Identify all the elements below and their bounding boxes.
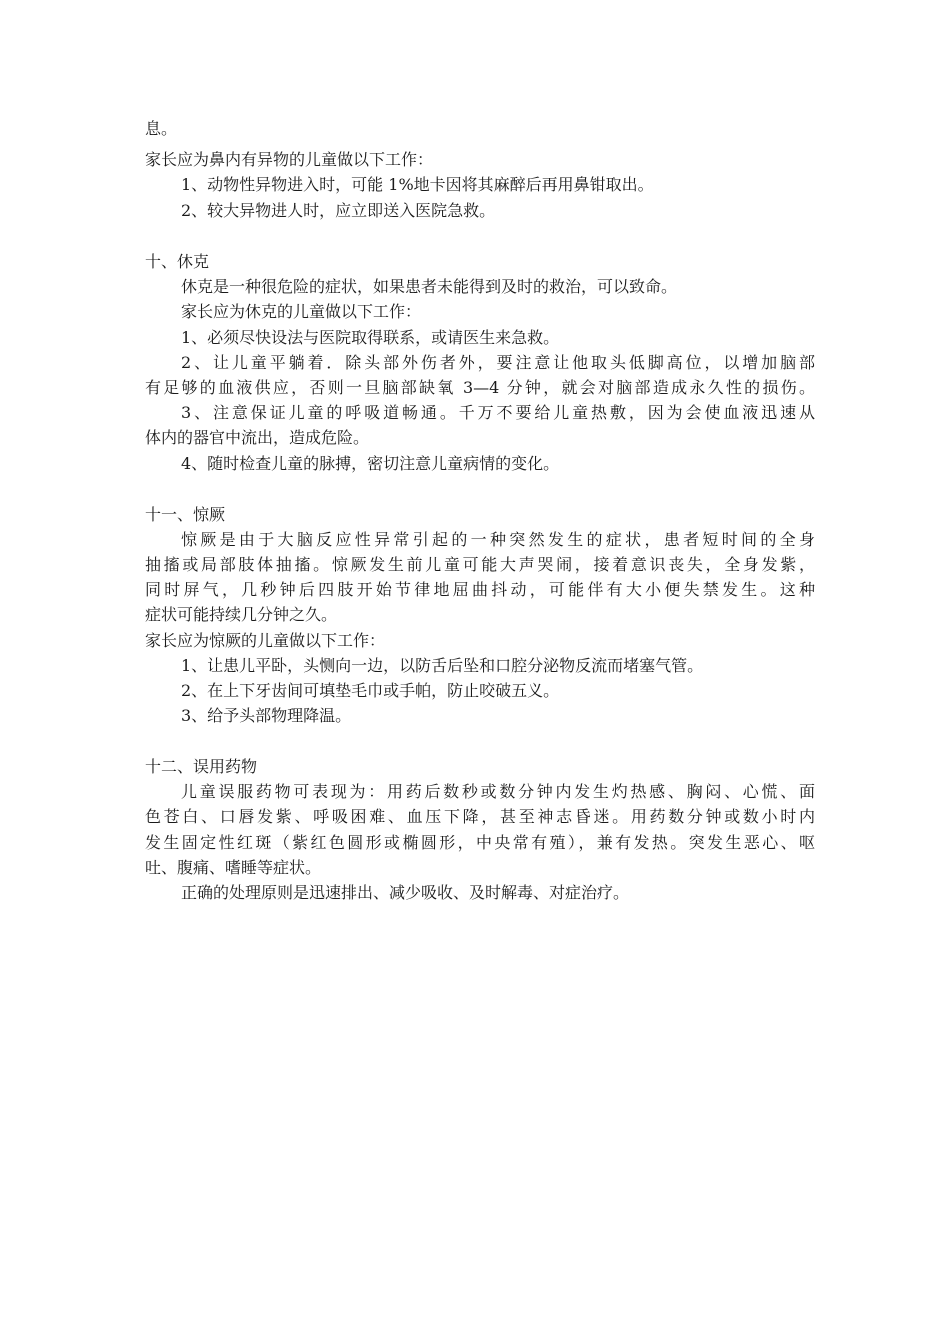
paragraph-line: 症状可能持续几分钟之久。 [145,605,338,624]
paragraph-line: 色苍白、口唇发紫、呼吸困难、血压下降，甚至神志昏迷。用药数分钟或数小时内 [145,807,815,826]
list-item: 1、动物性异物进入时，可能 1%地卡因将其麻醉后再用鼻钳取出。 [181,175,654,194]
section-heading: 十、休克 [145,252,210,271]
list-item: 1、必须尽快设法与医院取得联系，或请医生来急救。 [181,328,560,347]
paragraph-line: 抽搐或局部肢体抽搐。惊厥发生前儿童可能大声哭闹，接着意识丧失，全身发紫， [145,555,815,574]
paragraph-line: 惊厥是由于大脑反应性异常引起的一种突然发生的症状，患者短时间的全身 [181,530,815,549]
list-item: 3、注意保证儿童的呼吸道畅通。千万不要给儿童热敷，因为会使血液迅速从 [181,403,815,422]
text-line: 息。 [145,119,178,138]
paragraph-line: 发生固定性红斑（紫红色圆形或椭圆形，中央常有殖），兼有发热。突发生恶心、呕 [145,833,815,852]
paragraph-line: 吐、腹痛、嗜睡等症状。 [145,858,322,877]
list-item: 3、给予头部物理降温。 [181,706,352,725]
paragraph-line: 儿童误服药物可表现为：用药后数秒或数分钟内发生灼热感、胸闷、心慌、面 [181,782,815,801]
paragraph-line: 正确的处理原则是迅速排出、减少吸收、及时解毒、对症治疗。 [181,883,630,902]
list-item: 2、较大异物进人时，应立即送入医院急救。 [181,201,496,220]
list-item-continuation: 有足够的血液供应，否则一旦脑部缺氧 3—4 分钟，就会对脑部造成永久性的损伤。 [145,378,815,397]
text-line: 家长应为惊厥的儿童做以下工作： [145,631,386,650]
list-item: 2、在上下牙齿间可填垫毛巾或手帕，防止咬破五义。 [181,681,560,700]
section-heading: 十二、误用药物 [145,757,258,776]
section-heading: 十一、惊厥 [145,505,226,524]
paragraph-line: 休克是一种很危险的症状，如果患者未能得到及时的救治，可以致命。 [181,277,678,296]
text-line: 家长应为休克的儿童做以下工作： [181,302,422,321]
list-item-continuation: 体内的器官中流出，造成危险。 [145,428,370,447]
list-item: 2、让儿童平躺着．除头部外伤者外，要注意让他取头低脚高位，以增加脑部 [181,353,815,372]
list-item: 4、随时检查儿童的脉搏，密切注意儿童病情的变化。 [181,454,560,473]
list-item: 1、让患儿平卧，头恻向一边，以防舌后坠和口腔分泌物反流而堵塞气管。 [181,656,704,675]
paragraph-line: 同时屏气，几秒钟后四肢开始节律地屈曲抖动，可能伴有大小便失禁发生。这种 [145,580,815,599]
text-line: 家长应为鼻内有异物的儿童做以下工作： [145,150,434,169]
